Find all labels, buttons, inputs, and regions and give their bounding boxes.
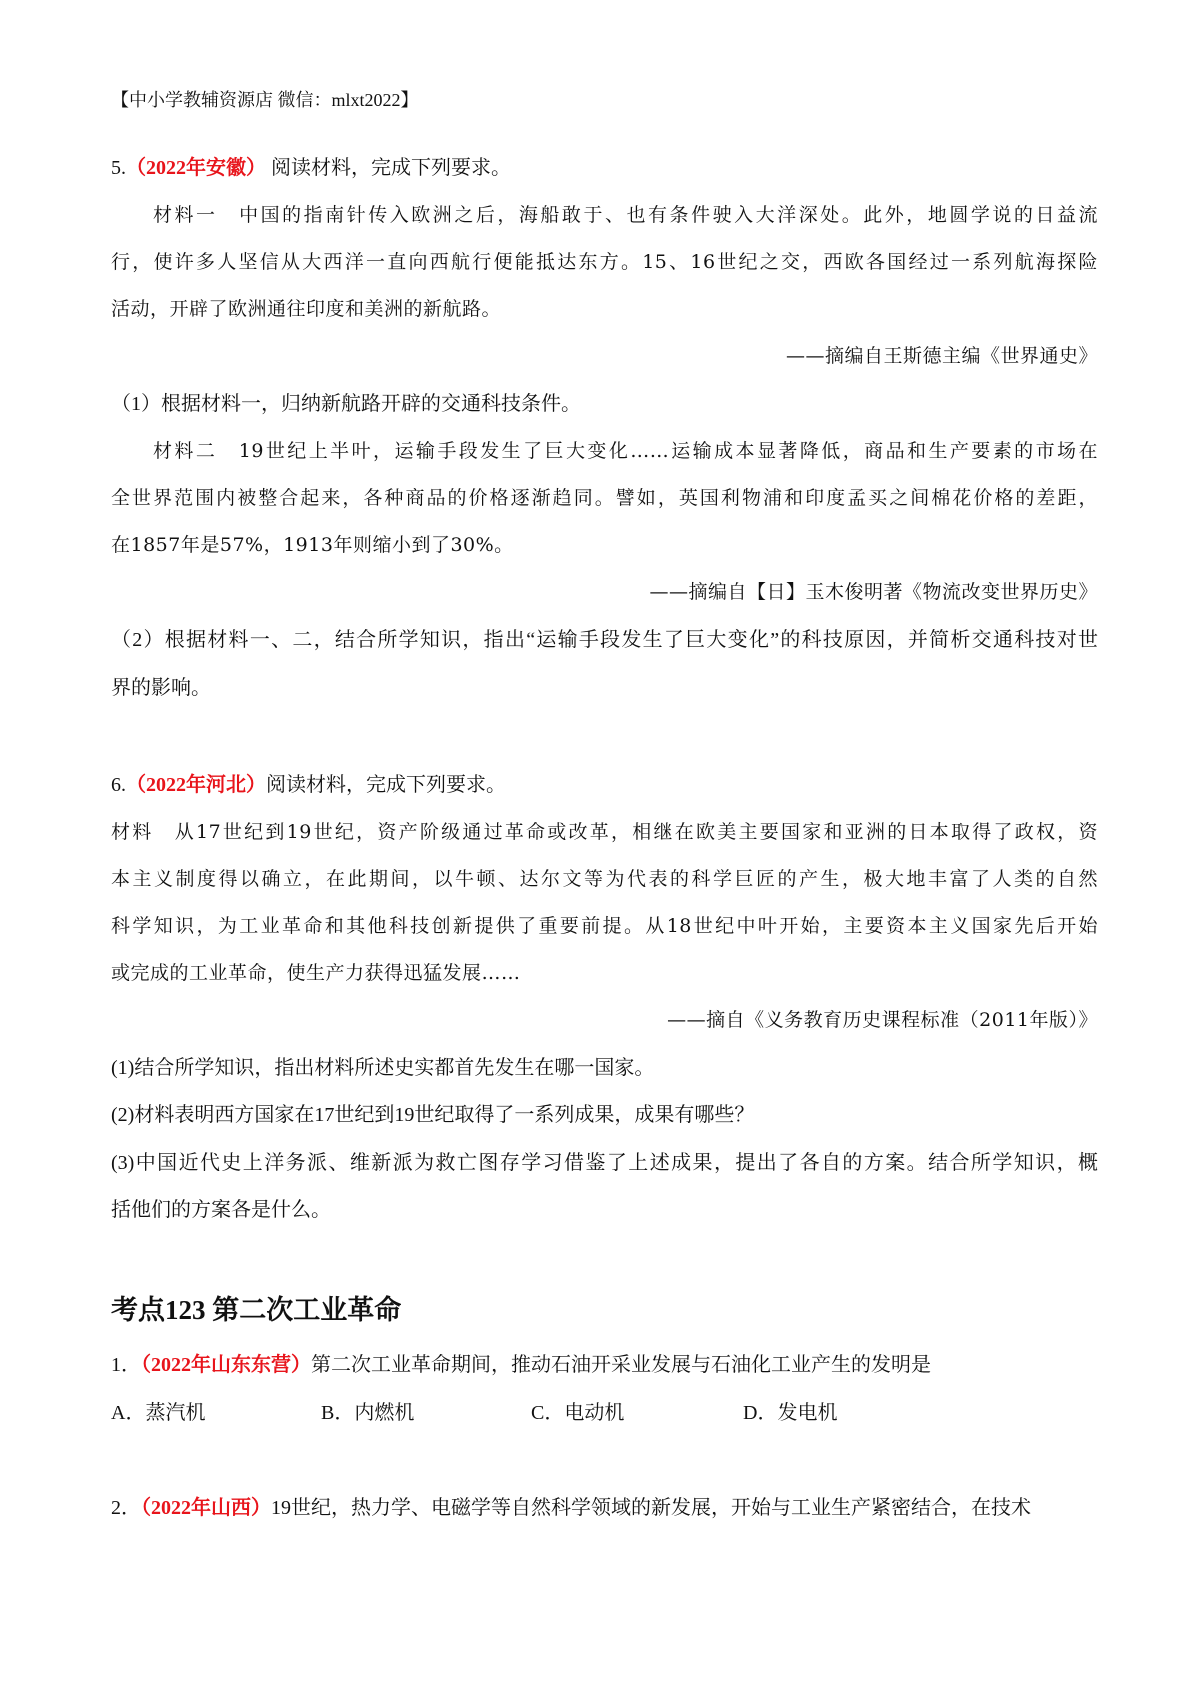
sub-question: (3)中国近代史上洋务派、维新派为救亡图存学习借鉴了上述成果，提出了各自的方案。结合所学知识，概 — [111, 1152, 1098, 1174]
question-number: 5. — [111, 157, 126, 179]
question-source: （2022年山西） — [141, 1497, 271, 1519]
material-line: 或完成的工业革命，使生产力获得迅猛发展…… — [111, 962, 521, 984]
sub-question: （1）根据材料一，归纳新航路开辟的交通科技条件。 — [111, 393, 581, 415]
option-d: D．发电机 — [743, 1402, 838, 1424]
question-prompt: 阅读材料，完成下列要求。 — [266, 157, 511, 179]
material-line: 本主义制度得以确立，在此期间，以牛顿、达尔文等为代表的科学巨匠的产生，极大地丰富了人类的自然 — [111, 868, 1098, 890]
question-source: （2022年安徽） — [126, 157, 266, 179]
question-2-stem — [111, 1494, 1098, 1522]
option-b: B．内燃机 — [321, 1402, 415, 1424]
sub-question: 括他们的方案各是什么。 — [111, 1199, 331, 1221]
material-line: 活动，开辟了欧洲通往印度和美洲的新航路。 — [111, 298, 502, 320]
material-line: 行，使许多人坚信从大西洋一直向西航行便能抵达东方。15、16世纪之交，西欧各国经过一系列航海探险 — [111, 251, 1098, 273]
question-prompt: 第二次工业革命期间，推动石油开采业发展与石油化工业产生的发明是 — [311, 1354, 931, 1376]
sub-question: （2）根据材料一、二，结合所学知识，指出“运输手段发生了巨大变化”的科技原因，并简析交通科技对世 — [111, 629, 1098, 651]
question-prompt: 阅读材料，完成下列要求。 — [266, 774, 506, 796]
material-line: 材料一 中国的指南针传入欧洲之后，海船敢于、也有条件驶入大洋深处。此外，地圆学说的日益流 — [153, 204, 1098, 226]
option-a: A．蒸汽机 — [111, 1402, 206, 1424]
material-line: 材料 从17世纪到19世纪，资产阶级通过革命或改革，相继在欧美主要国家和亚洲的日本取得了政权，资 — [111, 821, 1098, 843]
section-heading: 考点123 第二次工业革命 — [111, 1295, 402, 1325]
question-6-stem — [111, 771, 1098, 799]
option-c: C．电动机 — [531, 1402, 625, 1424]
material-line: 在1857年是57%，1913年则缩小到了30%。 — [111, 534, 514, 556]
question-number: 1． — [111, 1354, 141, 1376]
material-line: 科学知识，为工业革命和其他科技创新提供了重要前提。从18世纪中叶开始，主要资本主义国家先后开始 — [111, 915, 1098, 937]
sub-question: 界的影响。 — [111, 677, 211, 699]
sub-question: (1)结合所学知识，指出材料所述史实都首先发生在哪一国家。 — [111, 1057, 655, 1079]
material-line: 材料二 19世纪上半叶，运输手段发生了巨大变化……运输成本显著降低，商品和生产要素的市场在 — [153, 440, 1098, 462]
question-5-stem — [111, 154, 1098, 182]
watermark-header: 【中小学教辅资源店 微信：mlxt2022】 — [111, 90, 419, 110]
material-line: 全世界范围内被整合起来，各种商品的价格逐渐趋同。譬如，英国利物浦和印度孟买之间棉花价格的差距， — [111, 487, 1098, 509]
question-source: （2022年河北） — [126, 774, 266, 796]
material-citation: ——摘编自王斯德主编《世界通史》 — [785, 345, 1098, 367]
material-citation: ——摘编自【日】玉木俊明著《物流改变世界历史》 — [649, 581, 1098, 603]
question-number: 6. — [111, 774, 126, 796]
question-1-stem — [111, 1351, 1098, 1379]
question-prompt: 19世纪，热力学、电磁学等自然科学领域的新发展，开始与工业生产紧密结合，在技术 — [271, 1497, 1031, 1519]
question-number: 2． — [111, 1497, 141, 1519]
question-source: （2022年山东东营） — [141, 1354, 311, 1376]
sub-question: (2)材料表明西方国家在17世纪到19世纪取得了一系列成果，成果有哪些？ — [111, 1104, 755, 1126]
material-citation: ——摘自《义务教育历史课程标准（2011年版）》 — [667, 1009, 1098, 1031]
